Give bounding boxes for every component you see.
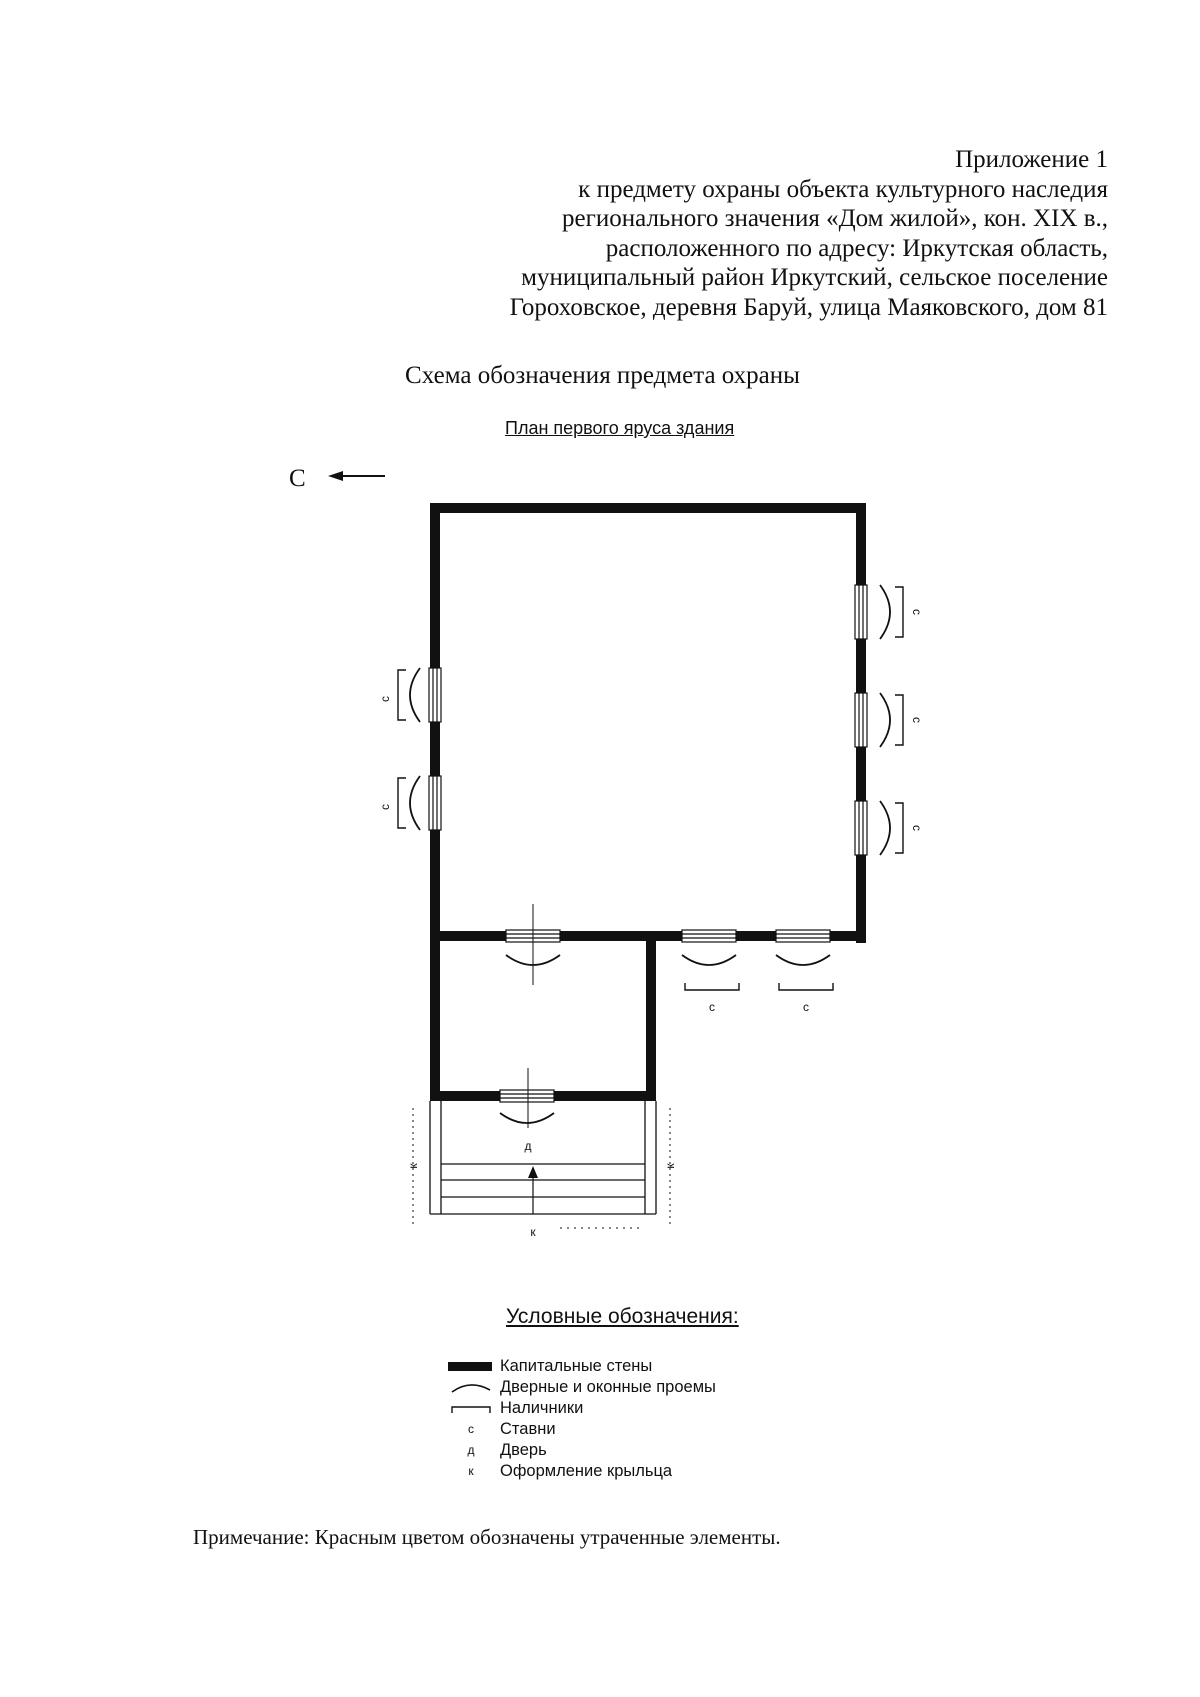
shutter-mark: с bbox=[803, 1000, 809, 1014]
scheme-title: Схема обозначения предмета охраны bbox=[405, 362, 800, 389]
trim-symbol-icon bbox=[448, 1398, 494, 1419]
appendix-line: расположенного по адресу: Иркутская область, bbox=[605, 234, 1108, 262]
opening-arc-icon bbox=[448, 1377, 494, 1398]
appendix-line: Гороховское, деревня Баруй, улица Маяковского, дом 81 bbox=[509, 293, 1108, 321]
shutter-mark: с bbox=[910, 609, 924, 615]
porch-mark: к bbox=[406, 1163, 420, 1169]
door-openings bbox=[500, 904, 560, 1128]
capital-walls bbox=[430, 503, 866, 1101]
legend-label: Дверные и оконные проемы bbox=[500, 1378, 716, 1396]
appendix-line: регионального значения «Дом жилой», кон. XIX в., bbox=[562, 205, 1108, 232]
appendix-line: Приложение 1 bbox=[955, 146, 1108, 173]
appendix-line: к предмету охраны объекта культурного наследия bbox=[578, 175, 1108, 203]
porch-mark: к bbox=[530, 1225, 536, 1239]
plan-title: План первого яруса здания bbox=[505, 418, 735, 438]
legend-label: Наличники bbox=[500, 1399, 584, 1417]
legend-label: Капитальные стены bbox=[500, 1357, 653, 1375]
porch-mark: к bbox=[663, 1163, 677, 1169]
shutter-mark: с bbox=[910, 825, 924, 831]
shutter-symbol: с bbox=[468, 1422, 474, 1436]
legend-label: Ставни bbox=[500, 1420, 556, 1438]
north-label: С bbox=[289, 465, 306, 492]
wall-symbol-icon bbox=[448, 1356, 494, 1377]
legend-title: Условные обозначения: bbox=[506, 1305, 739, 1328]
note: Примечание: Красным цветом обозначены утраченные элементы. bbox=[193, 1525, 781, 1549]
door-mark: д bbox=[524, 1139, 532, 1153]
window-openings bbox=[429, 585, 867, 942]
appendix-line: муниципальный район Иркутский, сельское поселение bbox=[521, 264, 1108, 291]
north-arrow-icon bbox=[328, 471, 385, 481]
shutter-mark: с bbox=[910, 717, 924, 723]
legend-label: Дверь bbox=[500, 1441, 547, 1459]
shutter-mark: с bbox=[378, 804, 392, 810]
porch-symbol: к bbox=[468, 1464, 474, 1478]
legend-label: Оформление крыльца bbox=[500, 1462, 673, 1480]
shutter-mark: с bbox=[378, 696, 392, 702]
shutter-mark: с bbox=[709, 1000, 715, 1014]
door-symbol: д bbox=[467, 1443, 475, 1457]
